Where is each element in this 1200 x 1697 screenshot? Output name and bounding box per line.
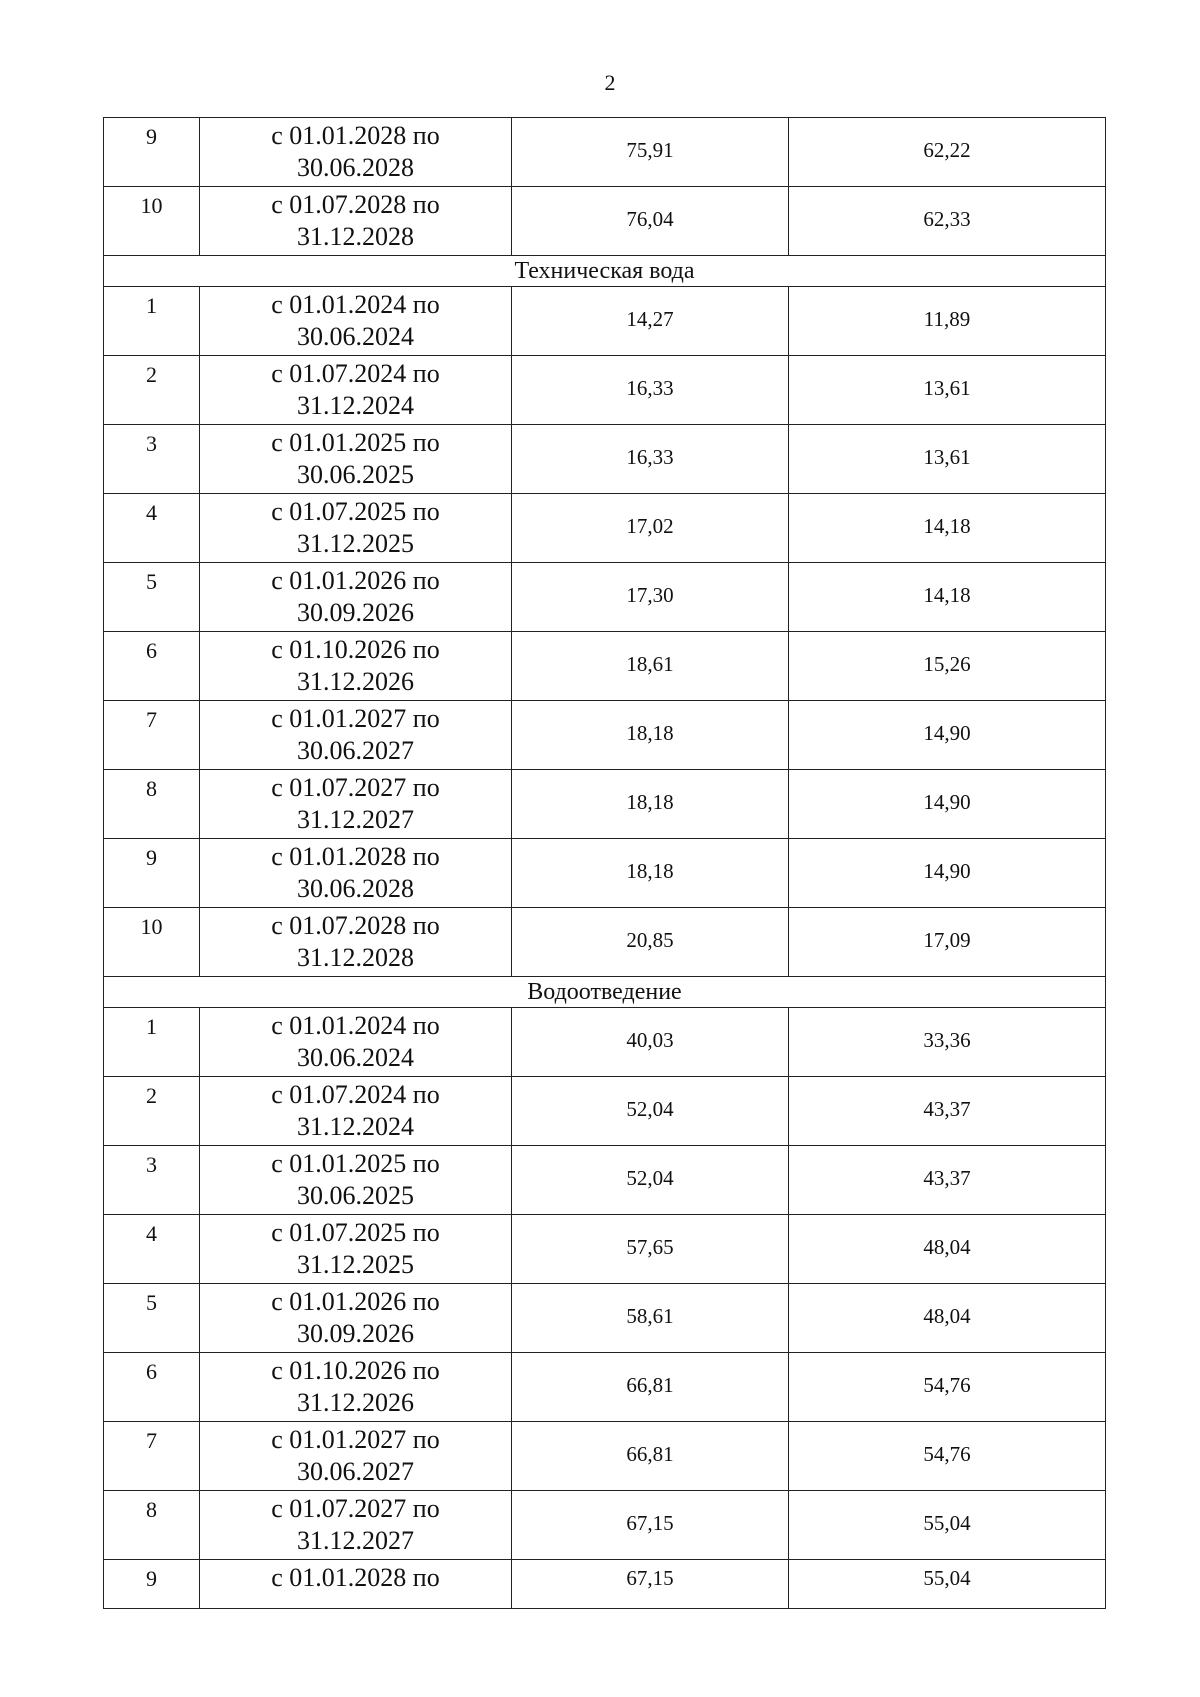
section-title: Водоотведение xyxy=(104,977,1106,1008)
period-from: с 01.07.2024 по xyxy=(271,1080,440,1109)
value-cell-1: 66,81 xyxy=(512,1353,789,1422)
table-row xyxy=(104,701,1106,770)
period-from: с 01.07.2025 по xyxy=(271,1218,440,1247)
value-cell-1: 67,15 xyxy=(512,1491,789,1560)
table-row xyxy=(104,632,1106,701)
row-number: 6 xyxy=(104,632,200,701)
period-cell xyxy=(200,1146,512,1215)
value-cell-1: 57,65 xyxy=(512,1215,789,1284)
value-cell-1: 58,61 xyxy=(512,1284,789,1353)
period-from: с 01.01.2025 по xyxy=(271,428,440,457)
value-cell-2: 62,33 xyxy=(789,187,1106,256)
value-cell-1: 20,85 xyxy=(512,908,789,977)
table-row xyxy=(104,425,1106,494)
period-to: 31.12.2025 xyxy=(297,529,414,558)
value-cell-2: 48,04 xyxy=(789,1215,1106,1284)
table-row xyxy=(104,118,1106,187)
period-to: 31.12.2025 xyxy=(297,1250,414,1279)
period-cell xyxy=(200,563,512,632)
section-title: Техническая вода xyxy=(104,256,1106,287)
value-cell-1: 76,04 xyxy=(512,187,789,256)
value-cell-1: 75,91 xyxy=(512,118,789,187)
table-row xyxy=(104,1560,1106,1609)
value-cell-2: 17,09 xyxy=(789,908,1106,977)
period-from: с 01.01.2027 по xyxy=(271,1425,440,1454)
row-number: 2 xyxy=(104,1077,200,1146)
period-from: с 01.01.2025 по xyxy=(271,1149,440,1178)
row-number: 3 xyxy=(104,425,200,494)
value-cell-1: 67,15 xyxy=(512,1560,789,1609)
period-from: с 01.07.2028 по xyxy=(271,911,440,940)
period-from: с 01.01.2028 по xyxy=(271,1563,440,1592)
value-cell-1: 16,33 xyxy=(512,356,789,425)
period-to: 30.06.2028 xyxy=(297,874,414,903)
table-row xyxy=(104,1353,1106,1422)
period-to: 30.06.2024 xyxy=(297,322,414,351)
row-number: 10 xyxy=(104,187,200,256)
value-cell-2: 55,04 xyxy=(789,1560,1106,1609)
period-from: с 01.10.2026 по xyxy=(271,1356,440,1385)
table-row xyxy=(104,1008,1106,1077)
page-number: 2 xyxy=(604,70,616,95)
value-cell-1: 52,04 xyxy=(512,1146,789,1215)
section-header-row xyxy=(104,256,1106,287)
value-cell-2: 14,90 xyxy=(789,770,1106,839)
period-to: 30.06.2024 xyxy=(297,1043,414,1072)
table-row xyxy=(104,839,1106,908)
value-cell-1: 52,04 xyxy=(512,1077,789,1146)
value-cell-1: 14,27 xyxy=(512,287,789,356)
table-row xyxy=(104,1284,1106,1353)
table-row xyxy=(104,770,1106,839)
period-to: 31.12.2028 xyxy=(297,943,414,972)
value-cell-1: 16,33 xyxy=(512,425,789,494)
row-number: 4 xyxy=(104,494,200,563)
period-cell xyxy=(200,118,512,187)
period-to: 31.12.2027 xyxy=(297,1526,414,1555)
table-row xyxy=(104,287,1106,356)
value-cell-2: 62,22 xyxy=(789,118,1106,187)
row-number: 6 xyxy=(104,1353,200,1422)
table-row xyxy=(104,187,1106,256)
period-from: с 01.01.2027 по xyxy=(271,704,440,733)
row-number: 1 xyxy=(104,1008,200,1077)
value-cell-2: 14,90 xyxy=(789,701,1106,770)
row-number: 7 xyxy=(104,701,200,770)
period-from: с 01.01.2026 по xyxy=(271,566,440,595)
row-number: 5 xyxy=(104,1284,200,1353)
row-number: 1 xyxy=(104,287,200,356)
value-cell-2: 15,26 xyxy=(789,632,1106,701)
period-to: 31.12.2024 xyxy=(297,391,414,420)
value-cell-2: 43,37 xyxy=(789,1077,1106,1146)
table-row xyxy=(104,356,1106,425)
period-cell xyxy=(200,356,512,425)
period-cell xyxy=(200,1215,512,1284)
period-cell xyxy=(200,1008,512,1077)
row-number: 9 xyxy=(104,118,200,187)
period-cell xyxy=(200,908,512,977)
period-cell xyxy=(200,632,512,701)
row-number: 5 xyxy=(104,563,200,632)
period-cell xyxy=(200,701,512,770)
period-to: 30.06.2025 xyxy=(297,460,414,489)
value-cell-1: 18,18 xyxy=(512,701,789,770)
period-to: 30.06.2025 xyxy=(297,1181,414,1210)
value-cell-2: 54,76 xyxy=(789,1422,1106,1491)
period-from: с 01.07.2027 по xyxy=(271,773,440,802)
table-row xyxy=(104,1215,1106,1284)
period-cell xyxy=(200,1491,512,1560)
period-cell xyxy=(200,494,512,563)
value-cell-1: 18,61 xyxy=(512,632,789,701)
value-cell-1: 18,18 xyxy=(512,839,789,908)
period-from: с 01.01.2028 по xyxy=(271,121,440,150)
period-to: 30.09.2026 xyxy=(297,1319,414,1348)
value-cell-1: 17,02 xyxy=(512,494,789,563)
value-cell-2: 11,89 xyxy=(789,287,1106,356)
value-cell-2: 54,76 xyxy=(789,1353,1106,1422)
value-cell-1: 66,81 xyxy=(512,1422,789,1491)
period-cell xyxy=(200,1422,512,1491)
period-to: 31.12.2026 xyxy=(297,667,414,696)
row-number: 9 xyxy=(104,839,200,908)
period-to: 30.09.2026 xyxy=(297,598,414,627)
period-to: 30.06.2028 xyxy=(297,153,414,182)
period-cell xyxy=(200,1077,512,1146)
period-to: 30.06.2027 xyxy=(297,736,414,765)
period-cell xyxy=(200,1353,512,1422)
period-from: с 01.01.2028 по xyxy=(271,842,440,871)
row-number: 8 xyxy=(104,1491,200,1560)
value-cell-2: 13,61 xyxy=(789,425,1106,494)
value-cell-2: 43,37 xyxy=(789,1146,1106,1215)
period-cell xyxy=(200,1284,512,1353)
row-number: 7 xyxy=(104,1422,200,1491)
period-cell xyxy=(200,187,512,256)
table-row xyxy=(104,908,1106,977)
value-cell-2: 13,61 xyxy=(789,356,1106,425)
value-cell-1: 40,03 xyxy=(512,1008,789,1077)
table-row xyxy=(104,1077,1106,1146)
period-cell xyxy=(200,1560,512,1609)
value-cell-2: 14,18 xyxy=(789,563,1106,632)
period-from: с 01.01.2024 по xyxy=(271,1011,440,1040)
tariff-table-body xyxy=(104,118,1106,1609)
period-cell xyxy=(200,839,512,908)
value-cell-2: 48,04 xyxy=(789,1284,1106,1353)
row-number: 3 xyxy=(104,1146,200,1215)
period-from: с 01.07.2024 по xyxy=(271,359,440,388)
row-number: 8 xyxy=(104,770,200,839)
row-number: 2 xyxy=(104,356,200,425)
table-row xyxy=(104,494,1106,563)
period-to: 31.12.2027 xyxy=(297,805,414,834)
value-cell-1: 17,30 xyxy=(512,563,789,632)
period-from: с 01.07.2025 по xyxy=(271,497,440,526)
period-cell xyxy=(200,425,512,494)
period-to: 31.12.2028 xyxy=(297,222,414,251)
value-cell-2: 33,36 xyxy=(789,1008,1106,1077)
period-from: с 01.01.2026 по xyxy=(271,1287,440,1316)
value-cell-2: 55,04 xyxy=(789,1491,1106,1560)
period-cell xyxy=(200,770,512,839)
value-cell-2: 14,90 xyxy=(789,839,1106,908)
period-to: 31.12.2026 xyxy=(297,1388,414,1417)
row-number: 4 xyxy=(104,1215,200,1284)
period-from: с 01.07.2027 по xyxy=(271,1494,440,1523)
period-to: 30.06.2027 xyxy=(297,1457,414,1486)
tariff-table xyxy=(103,117,1106,1609)
period-cell xyxy=(200,287,512,356)
table-row xyxy=(104,1422,1106,1491)
period-from: с 01.07.2028 по xyxy=(271,190,440,219)
row-number: 10 xyxy=(104,908,200,977)
table-row xyxy=(104,1146,1106,1215)
section-header-row xyxy=(104,977,1106,1008)
row-number: 9 xyxy=(104,1560,200,1609)
period-from: с 01.10.2026 по xyxy=(271,635,440,664)
value-cell-1: 18,18 xyxy=(512,770,789,839)
table-row xyxy=(104,1491,1106,1560)
period-from: с 01.01.2024 по xyxy=(271,290,440,319)
value-cell-2: 14,18 xyxy=(789,494,1106,563)
table-row xyxy=(104,563,1106,632)
period-to: 31.12.2024 xyxy=(297,1112,414,1141)
